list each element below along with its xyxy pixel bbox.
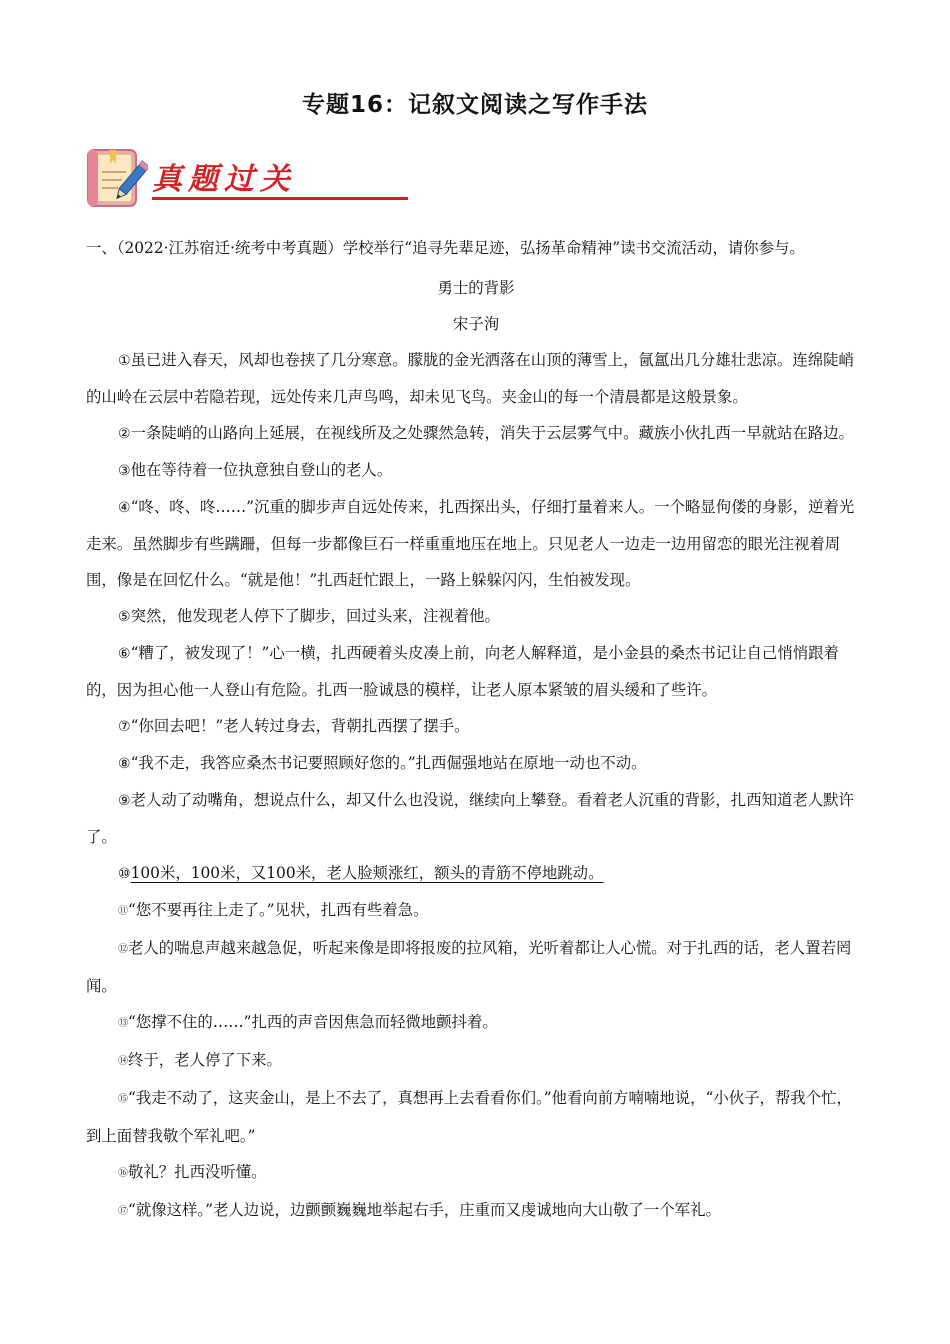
article-paragraph (86, 782, 866, 855)
banner-underline (152, 197, 408, 200)
paragraph-text: 虽已进入春天，风却也卷挟了几分寒意。朦胧的金光洒落在山顶的薄雪上，氤氲出几分雄壮悲凉。连绵陡峭的山岭在云层中若隐若现，远处传来几声鸟鸣，却未见飞鸟。夹金山的每一个清晨都是这般景象。 (86, 351, 854, 406)
paragraph-text: 老人的喘息声越来越急促，听起来像是即将报废的拉风箱，光听着都让人心慌。对于扎西的话，老人置若罔闻。 (86, 939, 852, 995)
paragraph-text: “糟了，被发现了！”心一横，扎西硬着头皮凑上前，向老人解释道，是小金县的桑杰书记让自己悄悄跟着的，因为担心他一人登山有危险。扎西一脸诚恳的模样，让老人原本紧皱的眉头缓和了些许。 (86, 644, 839, 699)
article-title: 勇士的背影 (437, 279, 515, 297)
paragraph-text: 100米，100米，又100米，老人脸颊涨红，额头的青筋不停地跳动。 (130, 864, 604, 882)
article-paragraph (86, 708, 866, 745)
article-body (86, 342, 866, 1230)
notebook-pencil-icon (86, 148, 148, 208)
article-paragraph (86, 415, 866, 452)
paragraph-number: ⑰ (118, 1206, 128, 1217)
paragraph-number: ⑮ (118, 1094, 128, 1105)
banner-title: 真题过关 (152, 162, 296, 197)
paragraph-number: ⑥ (118, 646, 131, 662)
paragraph-text: 他在等待着一位执意独自登山的老人。 (130, 461, 393, 479)
article-paragraph (86, 342, 866, 415)
article-paragraph (86, 1080, 866, 1154)
paragraph-number: ⑤ (118, 609, 131, 625)
article-paragraph (86, 635, 866, 708)
page-title: 专题16：记叙文阅读之写作手法 (301, 92, 648, 118)
paragraph-number: ⑧ (118, 756, 131, 772)
paragraph-number: ④ (118, 500, 131, 516)
paragraph-text: “就像这样。”老人边说，边颤颤巍巍地举起右手，庄重而又虔诚地向大山敬了一个军礼。 (128, 1201, 721, 1219)
paragraph-text: “咚、咚、咚……”沉重的脚步声自远处传来，扎西探出头，仔细打量着来人。一个略显佝偻的身影，逆着光走来。虽然脚步有些蹒跚，但每一步都像巨石一样重重地压在地上。只见老人一边走一边用留恋的眼光注视着周围，像是在回忆什么。“就是他！”扎西赶忙跟上，一路上躲躲闪闪，生怕被发现。 (86, 498, 855, 589)
article-paragraph (86, 598, 866, 635)
article-paragraph (86, 1154, 866, 1192)
question-intro: 一、（2022·江苏宿迁·统考中考真题）学校举行“追寻先辈足迹，弘扬革命精神”读书交流活动，请你参与。 (86, 239, 805, 257)
paragraph-number: ⑩ (118, 866, 131, 882)
article-paragraph (86, 745, 866, 782)
paragraph-text: “你回去吧！”老人转过身去，背朝扎西摆了摆手。 (130, 717, 470, 735)
paragraph-number: ⑬ (118, 1018, 128, 1029)
paragraph-number: ⑪ (118, 906, 128, 917)
paragraph-number: ① (118, 353, 131, 369)
paragraph-number: ⑨ (118, 793, 131, 809)
paragraph-number: ② (118, 426, 131, 442)
paragraph-text: “您不要再往上走了。”见状，扎西有些着急。 (128, 901, 429, 919)
article-paragraph (86, 489, 866, 598)
paragraph-number: ⑦ (118, 719, 131, 735)
section-banner (86, 148, 326, 208)
paragraph-number: ⑫ (118, 944, 128, 955)
article-paragraph (86, 1004, 866, 1042)
paragraph-text: 突然，他发现老人停下了脚步，回过头来，注视着他。 (130, 607, 500, 625)
paragraph-number: ③ (118, 463, 131, 479)
paragraph-text: “我不走，我答应桑杰书记要照顾好您的。”扎西倔强地站在原地一动也不动。 (130, 754, 647, 772)
article-paragraph (86, 1042, 866, 1080)
paragraph-text: “我走不动了，这夹金山，是上不去了，真想再上去看看你们。”他看向前方喃喃地说，“小伙子，帮我个忙，到上面替我敬个军礼吧。” (86, 1089, 852, 1145)
article-paragraph (86, 1192, 866, 1230)
article-paragraph (86, 930, 866, 1004)
paragraph-number: ⑭ (118, 1056, 128, 1067)
paragraph-text: 终于，老人停了下来。 (128, 1051, 282, 1069)
paragraph-text: 敬礼？扎西没听懂。 (128, 1163, 267, 1181)
question-content (86, 230, 866, 1230)
paragraph-text: 老人动了动嘴角，想说点什么，却又什么也没说，继续向上攀登。看着老人沉重的背影，扎西知道老人默许了。 (86, 791, 854, 846)
article-paragraph (86, 892, 866, 930)
paragraph-number: ⑯ (118, 1168, 128, 1179)
article-author: 宋子洵 (452, 315, 500, 333)
article-paragraph (86, 855, 866, 892)
article-paragraph (86, 452, 866, 489)
paragraph-text: 一条陡峭的山路向上延展，在视线所及之处骤然急转，消失于云层雾气中。藏族小伙扎西一早就站在路边。 (130, 424, 854, 442)
paragraph-text: “您撑不住的……”扎西的声音因焦急而轻微地颤抖着。 (128, 1013, 498, 1031)
